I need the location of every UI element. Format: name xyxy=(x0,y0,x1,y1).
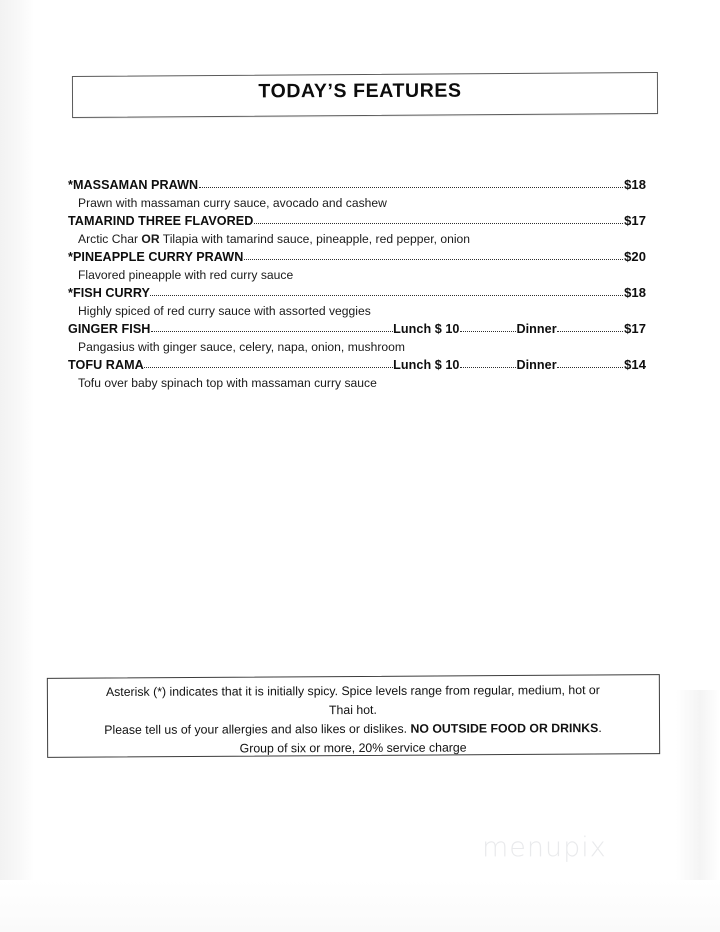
dot-leader xyxy=(244,258,623,260)
menu-item-description: Pangasius with ginger sauce, celery, napa, onion, mushroom xyxy=(78,340,405,354)
dot-leader xyxy=(557,366,623,368)
menu-item xyxy=(68,320,646,356)
menu-item-name: *MASSAMAN PRAWN xyxy=(68,178,199,192)
menu-item-name: TOFU RAMA xyxy=(68,358,144,372)
menu-item-heading-row xyxy=(68,320,646,338)
menu-item-heading-row xyxy=(68,284,646,302)
menu-item-price: $17 xyxy=(624,213,646,228)
menu-item-lunch-price: Lunch $ 10 xyxy=(393,358,460,372)
menu-item-name: TAMARIND THREE FLAVORED xyxy=(68,214,254,228)
menu-item-name: *PINEAPPLE CURRY PRAWN xyxy=(68,250,244,264)
menu-item-description: Prawn with massaman curry sauce, avocado and cashew xyxy=(78,196,387,210)
footer-note-line-2: Thai hot. xyxy=(328,702,377,718)
menu-item-description: Highly spiced of red curry sauce with assorted veggies xyxy=(78,304,371,318)
menu-item-dinner-label: Dinner xyxy=(516,358,557,372)
menu-item xyxy=(68,356,646,392)
footer-note-line-1: Asterisk (*) indicates that it is initially spicy. Spice levels range from regular, medium, hot or xyxy=(105,683,600,699)
dot-leader xyxy=(150,294,623,296)
footer-note-line-4: Group of six or more, 20% service charge xyxy=(239,740,467,756)
footer-note-line-3-post: . xyxy=(598,721,602,736)
menu-item-price: $18 xyxy=(624,285,646,300)
footer-note-line-3-pre: Please tell us of your allergies and also likes or dislikes. xyxy=(104,721,411,737)
menu-item xyxy=(68,248,646,284)
menu-item-heading-row xyxy=(68,176,646,194)
footer-note-no-outside-food: NO OUTSIDE FOOD OR DRINKS xyxy=(410,721,599,736)
menupix-watermark: menupix xyxy=(482,832,607,863)
dot-leader xyxy=(557,330,623,332)
dot-leader xyxy=(199,186,623,188)
menu-item-price: $14 xyxy=(624,357,646,372)
menu-item-name: *FISH CURRY xyxy=(68,286,150,300)
description-part-emphasis: OR xyxy=(141,232,160,246)
menu-item xyxy=(68,284,646,320)
dot-leader xyxy=(254,222,623,224)
menu-item-description: Flavored pineapple with red curry sauce xyxy=(78,268,294,282)
menu-item-price: $17 xyxy=(624,321,646,336)
dot-leader xyxy=(151,330,393,332)
menu-item-name: GINGER FISH xyxy=(68,322,151,336)
description-part-pre: Arctic Char xyxy=(78,232,142,246)
description-part-post: Tilapia with tamarind sauce, pineapple, red pepper, onion xyxy=(159,232,471,246)
menu-item xyxy=(68,212,646,248)
menu-item-description: Tofu over baby spinach top with massaman curry sauce xyxy=(78,376,377,390)
menu-item-price: $20 xyxy=(624,249,646,264)
footer-note-line-3 xyxy=(54,719,652,740)
menu-item-heading-row xyxy=(68,356,646,374)
menu-item-description xyxy=(68,230,646,248)
dot-leader xyxy=(460,366,516,368)
menu-items-list xyxy=(68,176,646,392)
menu-item-lunch-price: Lunch $ 10 xyxy=(393,322,460,336)
menu-item-price: $18 xyxy=(624,177,646,192)
dot-leader xyxy=(460,330,516,332)
menu-item-heading-row xyxy=(68,248,646,266)
footer-note-text xyxy=(54,681,652,759)
dot-leader xyxy=(144,366,392,368)
page-title: TODAY’S FEATURES xyxy=(258,79,462,103)
menu-item xyxy=(68,176,646,212)
menu-item-heading-row xyxy=(68,212,646,230)
menu-item-dinner-label: Dinner xyxy=(516,322,557,336)
